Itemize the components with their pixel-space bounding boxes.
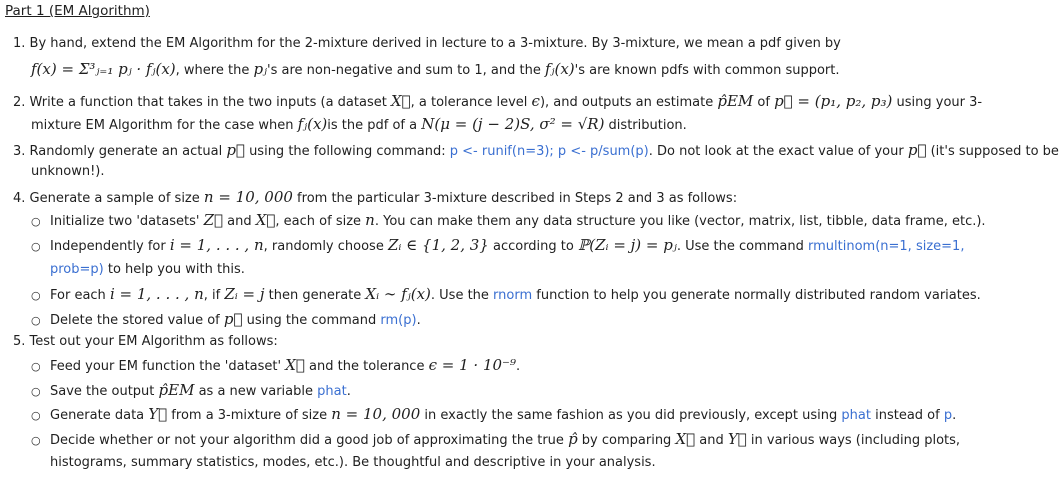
item-2-text-a: 2. Write a function that takes in the two inputs (a dataset [13,95,391,110]
item-2-text-d: of [753,95,775,110]
phat-em-symbol-2: p̂EM [158,381,195,399]
item-5-3-text-a: Generate data [50,408,149,423]
bullet-icon: ○ [31,385,41,398]
item-3-line-2 [31,163,105,181]
index-range: i = 1, . . . , n [169,236,264,254]
item-5-2-text-c: . [346,384,351,399]
sample-size: n = 10, 000 [203,188,293,206]
item-1-text-d: 's are known pdfs with common support. [574,63,840,78]
item-4-text-a: 4. Generate a sample of size [13,191,204,206]
mixture-formula: f(x) = Σ³ⱼ₌₁ pⱼ · fⱼ(x) [31,60,176,78]
item-3-text-a: 3. Randomly generate an actual [13,144,227,159]
runif-code: p <- runif(n=3); p <- p/sum(p) [449,144,649,159]
item-5-1-text-c: . [515,359,521,374]
bullet-icon: ○ [31,289,41,302]
rmultinom-code: rmultinom(n=1, size=1, [808,239,965,254]
bullet-icon: ○ [31,240,41,253]
item-4-4-text-b: using the command [242,313,381,328]
phat-symbol: p̂ [568,430,578,448]
rmultinom-code-2: prob=p) [50,262,104,277]
item-3-text-b: using the following command: [244,144,450,159]
item-3-text-e: unknown!). [31,164,105,179]
item-4-4-text-c: . [416,313,421,328]
item-4-1-text-c: , each of size [275,214,366,229]
item-3-text-c: . Do not look at the exact value of your [648,144,908,159]
item-2-text-f: mixture EM Algorithm for the case when [31,118,298,133]
item-5-3-text-c: in exactly the same fashion as you did previously, except using [420,408,842,423]
item-4-2-text-c: according to [488,239,578,254]
Zi-eq-j: Zᵢ = j [224,285,265,303]
item-4-1-text-b: and [223,214,256,229]
X-vector-2: X⃗ [255,211,276,229]
item-1-line-1 [13,35,841,53]
item-5-2-text-b: as a new variable [194,384,318,399]
phat-code: phat [317,384,347,399]
item-2-line-2 [31,115,687,135]
item-4-3-text-a: For each [50,288,110,303]
item-5-bullet-4 [31,430,960,450]
item-4-bullet-3 [31,285,981,305]
X-vector: X⃗ [390,92,411,110]
item-1-line-2 [31,60,840,80]
item-5-bullet-4-cont [50,454,656,472]
item-5-3-text-b: from a 3-mixture of size [167,408,332,423]
item-5-4-text-c: and [695,433,728,448]
item-2-text-c: ), and outputs an estimate [539,95,718,110]
item-3-line-1 [13,141,1059,161]
item-5-4-text-a: Decide whether or not your algorithm did a good job of approximating the true [50,433,569,448]
item-1-text: 1. By hand, extend the EM Algorithm for the 2-mixture derived in lecture to a 3-mixture. By 3-mixture, we mean a pdf given by [13,36,841,51]
item-5-3-text-e: . [952,408,957,423]
item-5-bullet-1 [31,356,520,376]
item-5-4-text-b: by comparing [577,433,676,448]
bullet-icon: ○ [31,215,41,228]
item-2-text-g: is the pdf of a [327,118,422,133]
tolerance-value: ϵ = 1 · 10⁻⁹ [428,356,516,374]
item-4-bullet-2-cont [50,261,245,279]
item-4-2-text-b: , randomly choose [263,239,388,254]
item-5-3-text-d: instead of [870,408,944,423]
sample-size-2: n = 10, 000 [331,405,421,423]
fj-symbol: fⱼ(x) [544,60,575,78]
item-5-1-text-a: Feed your EM function the 'dataset' [50,359,286,374]
item-2-text-h: distribution. [604,118,687,133]
X-vector-3: X⃗ [285,356,305,374]
item-4-1-text-d: . You can make them any data structure you like (vector, matrix, list, tibble, data frame, etc.). [374,214,986,229]
item-5-4-text-e: histograms, summary statistics, modes, etc.). Be thoughtful and descriptive in your analysis. [50,455,656,470]
Y-vector: Y⃗ [148,405,168,423]
item-1-text-c: 's are non-negative and sum to 1, and the [267,63,545,78]
item-5-bullet-3 [31,405,956,425]
rnorm-code: rnorm [493,288,533,303]
item-2-text-b: , a tolerance level [410,95,532,110]
phat-em-symbol: p̂EM [717,92,754,110]
p-vector-def: p⃗ = (p₁, p₂, p₃) [774,92,893,110]
p-code: p [943,408,953,423]
rm-code: rm(p) [380,313,417,328]
item-4-2-text-e: to help you with this. [103,262,245,277]
item-4-bullet-1 [31,211,986,231]
bullet-icon: ○ [31,409,41,422]
item-2-text-e: using your 3- [892,95,983,110]
item-3-text-d: (it's supposed to be [926,144,1059,159]
item-4-2-text-a: Independently for [50,239,170,254]
item-4-bullet-4 [31,310,421,330]
bullet-icon: ○ [31,360,41,373]
item-4-3-text-e: function to help you generate normally distributed random variates. [532,288,981,303]
p-vector: p⃗ [226,141,245,159]
item-4-text-b: from the particular 3-mixture described in Steps 2 and 3 as follows: [292,191,738,206]
phat-code-2: phat [841,408,871,423]
prob-expr: ℙ(Zᵢ = j) = pⱼ [577,236,677,254]
Y-vector-2: Y⃗ [727,430,747,448]
item-4-1-text-a: Initialize two 'datasets' [50,214,204,229]
n-symbol: n [365,211,375,229]
item-4-line-1 [13,188,737,208]
bullet-icon: ○ [31,434,41,447]
item-5-line-1 [13,333,278,351]
epsilon-symbol: ϵ [531,92,540,110]
item-4-bullet-2 [31,236,964,256]
normal-dist: N(μ = (j − 2)S, σ² = √R) [421,115,605,133]
index-range-2: i = 1, . . . , n [109,285,204,303]
item-4-3-text-b: , if [203,288,225,303]
item-5-bullet-2 [31,381,351,401]
item-4-2-text-d: . Use the command [676,239,809,254]
X-vector-4: X⃗ [675,430,696,448]
item-4-3-text-d: . Use the [430,288,494,303]
item-5-1-text-b: and the tolerance [304,359,429,374]
Xi-dist: Xᵢ ∼ fⱼ(x) [365,285,431,303]
item-5-2-text-a: Save the output [50,384,159,399]
item-2-line-1 [13,92,982,112]
Zi-set: Zᵢ ∈ {1, 2, 3} [387,236,489,254]
part-heading: Part 1 (EM Algorithm) [5,3,150,19]
p-vector-2: p⃗ [907,141,927,159]
item-4-4-text-a: Delete the stored value of [50,313,224,328]
item-5-4-text-d: in various ways (including plots, [746,433,961,448]
Z-vector: Z⃗ [203,211,223,229]
item-5-text-a: 5. Test out your EM Algorithm as follows: [13,334,278,349]
item-1-text-b: , where the [175,63,254,78]
bullet-icon: ○ [31,314,41,327]
fj-symbol-2: fⱼ(x) [297,115,328,133]
item-4-3-text-c: then generate [264,288,366,303]
pj-symbol: pⱼ [253,60,268,78]
p-vector-3: p⃗ [223,310,243,328]
